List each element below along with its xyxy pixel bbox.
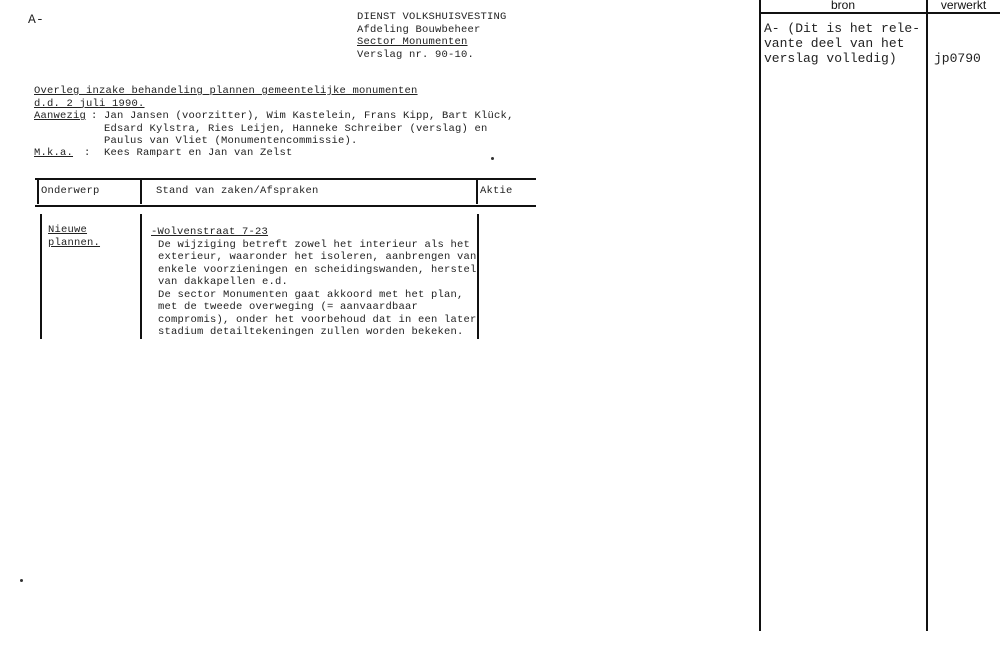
header-sector: Sector Monumenten [357,36,468,48]
present-line: Paulus van Vliet (Monumentencommissie). [104,135,358,147]
table-divider [40,214,42,339]
subject-line: plannen. [48,236,101,249]
bron-note-line: A- (Dit is het rele- [764,21,921,36]
present-list [104,110,514,148]
present-line: Jan Jansen (voorzitter), Wim Kastelein, Frans Kipp, Bart Klück, [104,110,514,122]
item-line: enkele voorzieningen en scheidingswanden, herstel [158,263,477,276]
item-line: De sector Monumenten gaat akkoord met het plan, [158,288,464,301]
scan-speck [20,579,23,582]
verwerkt-code: jp0790 [934,51,981,66]
row-status [151,226,477,339]
table-divider [140,214,142,339]
row-subject [48,224,100,249]
corner-mark: A- [28,12,45,27]
item-title: -Wolvenstraat 7-23 [151,226,269,238]
table-divider [476,180,478,204]
item-line: met de tweede overweging (= aanvaardbaar [158,301,419,313]
document-header [357,11,507,61]
bron-note [764,21,920,66]
header-division: Afdeling Bouwbeheer [357,23,481,36]
meeting-info: Overleg inzake behandeling plannen gemeentelijke monumenten d.d. 2 juli 1990. Aanwezig : Jan Jansen (voorzitter), Wim Kastelein, Frans Kipp, Bart Klück, Edsard Kylstra, Ries Leijen, Hanneke Schreiber (verslag) en Paulus van Vliet (Monumentencommissie). M.k.a. : Kees Rampart en Jan van Zelst [34,85,514,159]
item-line: exterieur, waaronder het isoleren, aanbrengen van [158,251,477,263]
header-status: Stand van zaken/Afspraken [156,185,319,197]
meeting-title: Overleg inzake behandeling plannen gemeentelijke monumenten [34,85,418,97]
column-header-verwerkt: verwerkt [940,0,987,12]
item-line: De wijziging betreft zowel het interieur als het [158,238,471,251]
item-line: van dakkapellen e.d. [158,276,289,288]
scan-speck [491,157,494,160]
meeting-date: d.d. 2 juli 1990. [34,97,145,110]
subject-line: Nieuwe [48,224,88,236]
bron-note-line: vante deel van het [764,36,905,51]
sidebar-left-border [759,0,761,631]
bron-note-line: verslag volledig) [764,51,897,66]
table-divider [37,180,39,204]
item-line: stadium detailtekeningen zullen worden bekeken. [158,326,464,338]
present-label: Aanwezig [34,110,87,122]
sidebar-column-divider [926,0,928,631]
mka-label: M.k.a. [34,147,74,159]
table-top-rule [35,178,536,180]
table-divider [477,214,479,339]
table-header-rule [35,205,536,207]
mka-text: Kees Rampart en Jan van Zelst [104,147,293,159]
column-header-bron: bron [830,0,856,12]
header-subject: Onderwerp [41,185,100,197]
header-department: DIENST VOLKSHUISVESTING [357,11,507,23]
present-line: Edsard Kylstra, Ries Leijen, Hanneke Schreiber (verslag) en [104,122,488,135]
sidebar-header-rule [759,12,1000,14]
header-action: Aktie [480,185,513,197]
header-report-number: Verslag nr. 90-10. [357,48,475,61]
item-line: compromis), onder het voorbehoud dat in een later [158,313,477,326]
table-divider [140,180,142,204]
